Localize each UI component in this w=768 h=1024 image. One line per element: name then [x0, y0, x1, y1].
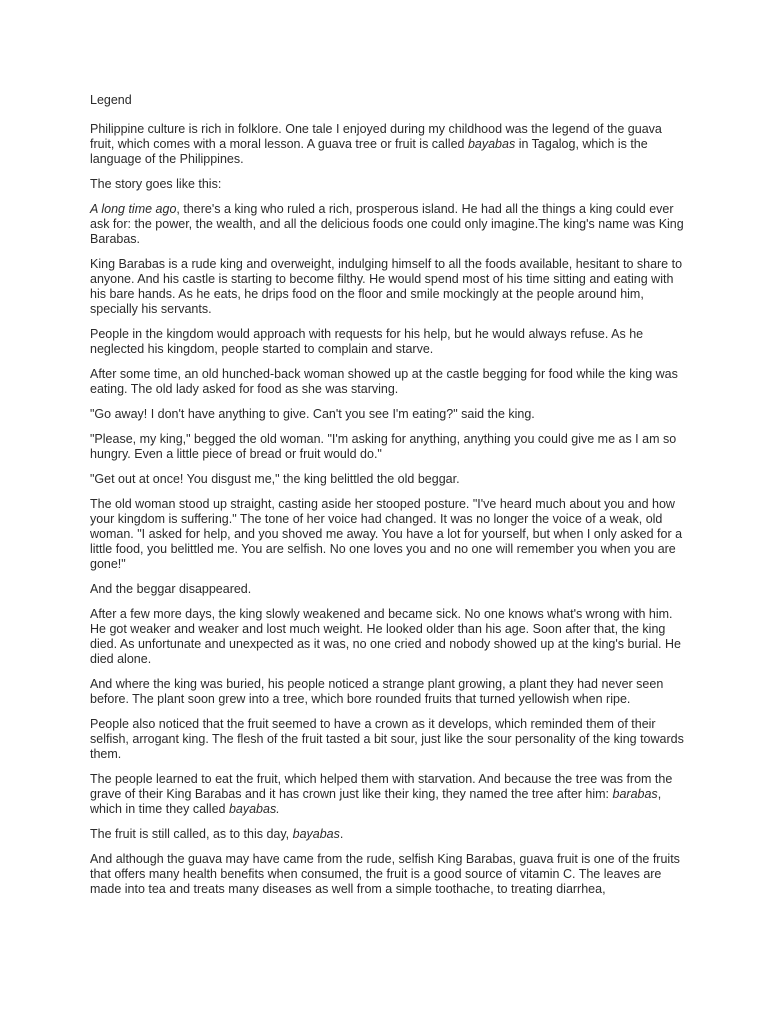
- document-body: [90, 122, 688, 897]
- paragraph-text: , there's a king who ruled a rich, prosperous island. He had all the things a king could ever ask for: the power, the wealth, and all the delicious foods one could only imagine.The king's name was King Barabas.: [90, 202, 684, 246]
- paragraph: [90, 407, 688, 422]
- paragraph: [90, 497, 688, 572]
- paragraph-text: People also noticed that the fruit seemed to have a crown as it develops, which reminded them of their selfish, arrogant king. The flesh of the fruit tasted a bit sour, just like the sour personality of the king towards them.: [90, 717, 684, 761]
- paragraph-text: After some time, an old hunched-back woman showed up at the castle begging for food while the king was eating. The old lady asked for food as she was starving.: [90, 367, 678, 396]
- paragraph: [90, 202, 688, 247]
- paragraph-text: , which in time they called: [90, 787, 662, 816]
- paragraph-text: "Get out at once! You disgust me," the king belittled the old beggar.: [90, 472, 460, 486]
- italic-text: bayabas.: [228, 802, 280, 816]
- paragraph-text: The fruit is still called, as to this day,: [90, 827, 293, 841]
- paragraph: [90, 582, 688, 597]
- paragraph-text: The old woman stood up straight, casting aside her stooped posture. "I've heard much about you and how your kingdom is suffering." The tone of her voice had changed. It was no longer the voice of a weak, old woman. "I asked for help, and you shoved me away. You have a lot for yourself, but when I only asked for a little food, you belittled me. You are selfish. No one loves you and no one will remember you when you are gone!": [90, 497, 683, 571]
- paragraph-text: "Go away! I don't have anything to give. Can't you see I'm eating?" said the king.: [90, 407, 535, 421]
- italic-text: bayabas: [467, 137, 516, 151]
- paragraph-text: King Barabas is a rude king and overweight, indulging himself to all the foods available, hesitant to share to anyone. And his castle is starting to become filthy. He would spend most of his time sitting and eating with his bare hands. As he eats, he drips food on the floor and smile mockingly at the people around him, specially his servants.: [90, 257, 683, 316]
- paragraph-text: People in the kingdom would approach with requests for his help, but he would always refuse. As he neglected his kingdom, people started to complain and starve.: [90, 327, 644, 356]
- paragraph: [90, 122, 688, 167]
- paragraph: [90, 827, 688, 842]
- paragraph: [90, 257, 688, 317]
- italic-text: bayabas: [292, 827, 340, 841]
- paragraph: [90, 327, 688, 357]
- document-title: Legend: [90, 93, 132, 107]
- italic-text: A long time ago: [90, 202, 177, 216]
- paragraph-text: The story goes like this:: [90, 177, 222, 191]
- paragraph: [90, 432, 688, 462]
- paragraph: [90, 367, 688, 397]
- paragraph: [90, 177, 688, 192]
- paragraph-text: The people learned to eat the fruit, which helped them with starvation. And because the tree was from the grave of their King Barabas and it has crown just like their king, they named the tree after him:: [90, 772, 673, 801]
- paragraph-text: .: [339, 827, 344, 841]
- paragraph-text: And where the king was buried, his people noticed a strange plant growing, a plant they had never seen before. The plant soon grew into a tree, which bore rounded fruits that turned yellowish when ripe.: [90, 677, 664, 706]
- paragraph-text: After a few more days, the king slowly weakened and became sick. No one knows what's wrong with him. He got weaker and weaker and lost much weight. He looked older than his age. Soon after that, the king died. As unfortunate and unexpected as it was, no one cried and nobody showed up at the king's burial. He died alone.: [90, 607, 681, 666]
- paragraph: [90, 472, 688, 487]
- paragraph-text: And although the guava may have came from the rude, selfish King Barabas, guava fruit is one of the fruits that offers many health benefits when consumed, the fruit is a good source of vitamin C. The leaves are made into tea and treats many diseases as well from a simple toothache, to treating diarrhea,: [90, 852, 680, 896]
- italic-text: barabas: [612, 787, 658, 801]
- paragraph-text: in Tagalog, which is the language of the Philippines.: [90, 137, 648, 166]
- paragraph: [90, 717, 688, 762]
- paragraph-text: And the beggar disappeared.: [90, 582, 252, 596]
- paragraph: [90, 607, 688, 667]
- paragraph-text: "Please, my king," begged the old woman. "I'm asking for anything, anything you could give me as I am so hungry. Even a little piece of bread or fruit would do.": [90, 432, 677, 461]
- paragraph: [90, 852, 688, 897]
- paragraph-text: Philippine culture is rich in folklore. One tale I enjoyed during my childhood was the legend of the guava fruit, which comes with a moral lesson. A guava tree or fruit is called: [90, 122, 662, 151]
- paragraph: [90, 772, 688, 817]
- paragraph: [90, 677, 688, 707]
